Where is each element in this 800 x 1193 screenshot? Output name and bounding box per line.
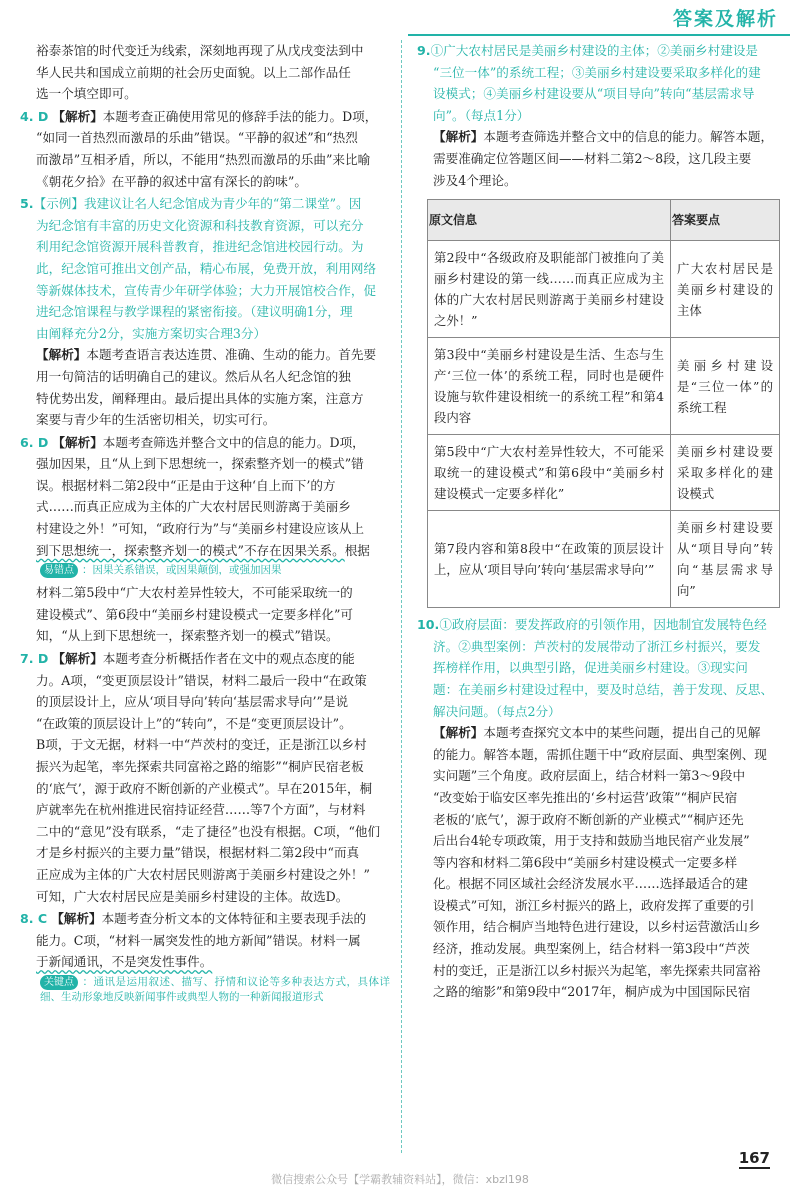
question-9 (417, 40, 782, 608)
analysis-tag: 【解析】 (433, 129, 484, 145)
text-line: 实问题”三个角度。政府层面上，结合材料一第3～9段中 (433, 768, 746, 784)
text-line: B项，于文无据，材料一中“芦茨村的变迁，正是浙江以乡村 (36, 737, 367, 753)
table-cell: 广大农村居民是美丽乡村建设的主体 (671, 241, 780, 338)
underlined-text: 到下思想统一，探索整齐划一的模式”不存在因果关系。 (36, 542, 345, 558)
text-line: 涉及4个理论。 (433, 172, 517, 188)
text-line: 可知，广大农村居民应是美丽乡村建设的主体。故选D。 (36, 888, 349, 904)
column-divider (401, 40, 402, 1153)
text-line: 需要准确定位答题区间——材料二第2～8段，这几段主要 (433, 150, 752, 166)
page-header-title: 答案及解析 (672, 8, 778, 30)
question-number: 7. D (20, 651, 49, 667)
answer-line: “三位一体”的系统工程；③美丽乡村建设要采取多样化的建 (433, 64, 761, 80)
text-line: 本题考查分析文本的文体特征和主要表现手法的 (101, 911, 367, 927)
tip-text: ：因果关系错误，或因果颠倒，或强加因果 (82, 564, 282, 577)
question-7 (20, 648, 390, 907)
right-column (417, 40, 782, 1004)
text-line: 《朝花夕拾》在平静的叙述中富有深长的韵味”。 (36, 173, 307, 189)
answer-line: 设模式；④美丽乡村建设要从“项目导向”转向“基层需求导 (433, 86, 755, 102)
text-line: 而激昂”互相矛盾，所以，不能用“热烈而激昂的乐曲”来比喻 (36, 151, 371, 167)
text-line: 之路的缩影”和第9段中“2017年，桐庐成为中国国际民宿 (433, 984, 751, 1000)
answer-block (417, 62, 782, 127)
text-line: 能力。C项，“材料一属突发性的地方新闻”错误。材料一属 (36, 932, 361, 948)
text-line: 本题考查筛选并整合文中的信息的能力。解答本题， (483, 129, 774, 145)
header-rule (408, 34, 790, 36)
text-line: 根据 (344, 542, 370, 558)
text-line: 建设模式”、第6段中“美丽乡村建设模式一定要多样化”可 (36, 606, 353, 622)
question-10 (417, 614, 782, 1003)
text-line: 领作用，结合桐庐当地特色进行建设，以乡村运营激活山乡 (433, 919, 761, 935)
text-line: 后出台4轮专项政策，用于支持和鼓励当地民宿产业发展” (433, 833, 750, 849)
text-line: 庐就率先在杭州推进民宿持证经营……等7个方面”，与材料 (36, 802, 366, 818)
question-6 (20, 432, 390, 647)
answer-line: 为纪念馆有丰富的历史文化资源和科技教育资源，可以充分 (36, 217, 364, 233)
text-line: 华人民共和国成立前期的社会历史面貌。以上二部作品任 (36, 64, 351, 80)
text-line: 才是乡村振兴的主要力量”错误，根据材料二第2段中“而真 (36, 845, 360, 861)
analysis-tag: 【解析】 (52, 651, 103, 667)
answer-line: 由阐释充分2分，实施方案切实合理3分） (36, 325, 267, 341)
text-line: 二中的“意见”没有联系，“走了捷径”也没有根据。C项，“他们 (36, 823, 381, 839)
answer-line: ①政府层面：要发挥政府的引领作用，因地制宜发展特色经 (439, 617, 767, 633)
analysis-tag: 【解析】 (433, 725, 484, 741)
answer-block (20, 215, 390, 345)
text-line: “在政策的顶层设计上”的“转向”，不是“变更顶层设计”。 (36, 715, 352, 731)
answer-line: 挥榜样作用，以典型引路，促进美丽乡村建设。③现实问 (433, 660, 748, 676)
table-row (428, 241, 780, 338)
analysis-tag: 【解析】 (51, 911, 102, 927)
answer-line: 【示例】我建议让名人纪念馆成为青少年的“第二课堂”。因 (33, 196, 362, 212)
text-line: “如同一首热烈而激昂的乐曲”错误。“平静的叙述”和“热烈 (36, 130, 358, 146)
text-line: 等内容和材料二第6段中“美丽乡村建设模式一定要多样 (433, 854, 738, 870)
text-line: 村建设之外！”可知，“政府行为”与“美丽乡村建设应该从上 (36, 521, 365, 537)
table-header-row (428, 200, 780, 241)
text-line: 老板的‘底气’，源于政府不断创新的产业模式”“桐庐还先 (433, 811, 744, 827)
text-line: 本题考查正确使用常见的修辞手法的能力。D项， (102, 108, 378, 124)
text-line: 振兴为起笔，率先探索共同富裕之路的缩影”“桐庐民宿老板 (36, 759, 364, 774)
answer-line: 利用纪念馆资源开展科普教育，推进纪念馆进校园行动。为 (36, 239, 364, 255)
table-row (428, 338, 780, 435)
text-line: 经济，推动发展。典型案例上，结合材料一第3段中“芦茨 (433, 941, 750, 957)
analysis-tag: 【解析】 (36, 347, 87, 363)
table-cell: 美丽乡村建设要采取多样化的建设模式 (671, 435, 780, 511)
tip-text: ：通讯是运用叙述、描写、抒情和议论等多种表达方式，具体详细、生动形象地反映新闻事件或典型人物的一种新闻报道形式 (40, 975, 390, 1003)
answer-line: 解决问题。（每点2分） (433, 703, 561, 719)
text-line: 本题考查筛选并整合文中的信息的能力。D项， (102, 434, 365, 450)
text-line: 本题考查分析概括作者在文中的观点态度的能 (102, 651, 355, 667)
table-cell: 第7段内容和第8段中“在政策的顶层设计上，应从‘项目导向’转向‘基层需求导向’” (428, 511, 671, 608)
table-row (428, 435, 780, 511)
answer-line: 题：在美丽乡村建设过程中，要及时总结，善于发现、反思、 (433, 681, 774, 697)
question-5 (20, 193, 390, 431)
text-line: 正应成为主体的广大农村居民则游离于美丽乡村建设之外！” (36, 866, 370, 882)
table-row (428, 511, 780, 608)
text-line: 本题考查探究文本中的某些问题，提出自己的见解 (483, 725, 761, 741)
text-line: 选一个填空即可。 (36, 86, 137, 102)
table-cell: 第2段中“各级政府及职能部门被推向了美丽乡村建设的第一线……而真正应成为主体的广大农村居民则游离于美丽乡村建设之外！” (428, 241, 671, 338)
tip-badge: 关键点 (40, 975, 78, 990)
text-line: 本题考查语言表达连贯、准确、生动的能力。首先要 (86, 347, 377, 363)
answer-line: 此，纪念馆可推出文创产品，精心布展，免费开放，利用网络 (36, 260, 377, 276)
text-line: 强加因果，且“从上到下思想统一，探索整齐划一的模式”错 (36, 456, 364, 472)
answer-line: ①广大农村居民是美丽乡村建设的主体；②美丽乡村建设是 (430, 43, 758, 58)
table-header: 原文信息 (428, 200, 671, 241)
question-number: 5. (20, 196, 34, 212)
question-number: 4. D (20, 108, 49, 124)
left-column (20, 40, 390, 1009)
text-line: 力。A项，“变更顶层设计”错误，材料二最后一段中“在政策 (36, 672, 367, 688)
table-cell: 美丽乡村建设要从“项目导向”转向“基层需求导向” (671, 511, 780, 608)
text-line: 的能力。解答本题，需抓住题干中“政府层面、典型案例、现 (433, 746, 767, 762)
text-line: 特优势出发，阐释理由。最后提出具体的实施方案，注意方 (36, 390, 364, 406)
info-table (427, 199, 780, 608)
answer-line: 进纪念馆课程与教学课程的紧密衔接。（建议明确1分，理 (36, 304, 353, 320)
text-line: 化。根据不同区域社会经济发展水平……选择最适合的建 (433, 876, 748, 892)
answer-line: 等新媒体技术，宣传青少年研学体验；大力开展馆校合作，促 (36, 282, 377, 298)
tip-note (20, 975, 390, 1005)
text-line: 设模式”可知，浙江乡村振兴的路上，政府发挥了重要的引 (433, 897, 755, 913)
question-number: 8. C (20, 911, 48, 927)
table-cell: 第5段中“广大农村差异性较大，不可能采取统一的建设模式”和第6段中“美丽乡村建设模式一定要多样化” (428, 435, 671, 511)
tip-note (20, 563, 390, 578)
footer-watermark: 微信搜索公众号【学霸教辅资料站】，微信：xbzl198 (271, 1173, 529, 1186)
table-header: 答案要点 (671, 200, 780, 241)
analysis-tag: 【解析】 (52, 108, 103, 124)
text-line: 裕泰茶馆的时代变迁为线索，深刻地再现了从戊戌变法到中 (36, 43, 364, 58)
intro-paragraph (20, 40, 390, 105)
text-line: 的‘底气’，源于政府不断创新的产业模式”。早在2015年，桐 (36, 780, 373, 796)
text-line: 村的变迁，正是浙江以乡村振兴为起笔，率先探索共同富裕 (433, 962, 761, 978)
text-line: 的顶层设计上，应从‘项目导向’转向‘基层需求导向’”是说 (36, 694, 349, 710)
text-line: 案要与青少年的生活密切相关，切实可行。 (36, 412, 276, 428)
text-line: 知，“从上到下思想统一，探索整齐划一的模式”错误。 (36, 628, 339, 644)
tip-badge: 易错点 (40, 563, 78, 578)
table-cell: 第3段中“美丽乡村建设是生活、生态与生产‘三位一体’的系统工程，同时也是硬件设施与软件建设相统一的系统工程”和第4段内容 (428, 338, 671, 435)
text-line: “改变始于临安区率先推出的‘乡村运营’政策”“桐庐民宿 (433, 789, 738, 805)
answer-line: 济。②典型案例：芦茨村的发展带动了浙江乡村振兴，要发 (433, 638, 761, 654)
question-number: 9. (417, 43, 431, 58)
question-number: 6. D (20, 434, 49, 450)
text-line: 用一句简洁的话明确自己的建议。然后从名人纪念馆的独 (36, 368, 351, 384)
text-line: 误。根据材料二第2段中“正是由于这种‘自上而下’的方 (36, 477, 336, 493)
answer-block (417, 636, 782, 722)
text-line: 材料二第5段中“广大农村差异性较大，不可能采取统一的 (36, 585, 353, 601)
question-4 (20, 106, 390, 192)
underlined-text: 于新闻通讯，不是突发性事件。 (36, 954, 213, 970)
question-8 (20, 908, 390, 1005)
analysis-tag: 【解析】 (52, 434, 103, 450)
text-line: 式……而真正应成为主体的广大农村居民则游离于美丽乡 (36, 499, 351, 515)
page-number: 167 (738, 1149, 770, 1167)
answer-line: 向”。（每点1分） (433, 107, 530, 123)
question-number: 10. (417, 617, 440, 633)
table-cell: 美丽乡村建设是“三位一体”的系统工程 (671, 338, 780, 435)
